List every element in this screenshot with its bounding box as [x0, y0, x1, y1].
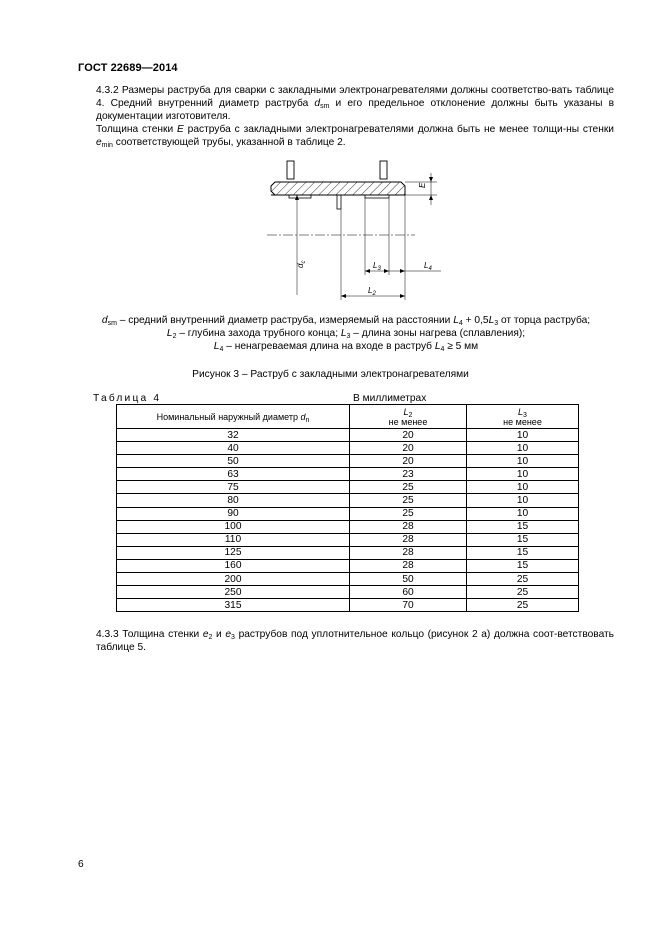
cell-L2: 20 [350, 455, 467, 468]
cell-diameter: 125 [117, 546, 350, 559]
standard-header: ГОСТ 22689—2014 [78, 62, 178, 74]
table-row [117, 573, 579, 586]
table-row [117, 546, 579, 559]
table-row [117, 468, 579, 481]
table-label: Таблица 4 [93, 393, 162, 404]
table-row [117, 520, 579, 533]
cell-L2: 20 [350, 429, 467, 442]
dimensions-table [116, 404, 579, 612]
header-L3: $L_3$ не менее [467, 405, 579, 429]
cell-L3: 10 [467, 468, 579, 481]
figure-caption: Рисунок 3 – Раструб с закладными электронагревателями [192, 369, 469, 380]
figure-legend [78, 314, 614, 353]
cell-diameter: 90 [117, 507, 350, 520]
terminal-left [287, 161, 294, 179]
table-row [117, 533, 579, 546]
label-E: E [418, 182, 427, 188]
cell-L2: 50 [350, 573, 467, 586]
paragraph-4-3-2: 4.3.2 Размеры раструба для сварки с закладными электронагревателями должны соответство-вать таблице 4. Средний внутренний диаметр раструба $d_{sm}$ и его предельное отклонение должны быть указаны в документации изготовителя. [96, 85, 614, 122]
cell-L2: 70 [350, 599, 467, 612]
pipe-stop [337, 195, 341, 209]
table-row [117, 586, 579, 599]
cell-L3: 10 [467, 494, 579, 507]
terminal-right [380, 161, 387, 179]
cell-L2: 20 [350, 442, 467, 455]
table-row [117, 481, 579, 494]
cell-L3: 15 [467, 559, 579, 572]
label-L2: $L_2$ [368, 286, 376, 297]
cell-L3: 25 [467, 599, 579, 612]
cell-diameter: 100 [117, 520, 350, 533]
label-L3: $L_3$ [373, 261, 381, 272]
cell-L3: 15 [467, 533, 579, 546]
table-row [117, 494, 579, 507]
table-row [117, 442, 579, 455]
cell-L3: 10 [467, 455, 579, 468]
cell-L3: 25 [467, 573, 579, 586]
header-nominal-diameter: Номинальный наружный диаметр $d_n$ [117, 405, 350, 429]
table-row [117, 559, 579, 572]
paragraph-wall-thickness: Толщина стенки E раструба с закладными электронагревателями должна быть не менее толщи-ны стенки $e_{min}$ соответствующей трубы, указанной в таблице 2. [96, 124, 614, 149]
cell-L2: 25 [350, 507, 467, 520]
table-row [117, 599, 579, 612]
cell-L2: 28 [350, 520, 467, 533]
cell-diameter: 160 [117, 559, 350, 572]
cell-diameter: 80 [117, 494, 350, 507]
cell-L3: 25 [467, 586, 579, 599]
cell-L3: 10 [467, 507, 579, 520]
cell-diameter: 40 [117, 442, 350, 455]
table-header-row [117, 405, 579, 429]
socket-wall [271, 182, 405, 195]
cell-L3: 10 [467, 481, 579, 494]
cell-L2: 23 [350, 468, 467, 481]
cell-diameter: 110 [117, 533, 350, 546]
cell-diameter: 32 [117, 429, 350, 442]
cell-diameter: 315 [117, 599, 350, 612]
paragraph-4-3-3: 4.3.3 Толщина стенки $e_2$ и $e_3$ раструбов под уплотнительное кольцо (рисунок 2 а) должна соот-ветствовать таблице 5. [96, 629, 614, 653]
cell-L3: 10 [467, 442, 579, 455]
cell-diameter: 50 [117, 455, 350, 468]
table-row [117, 507, 579, 520]
cell-diameter: 75 [117, 481, 350, 494]
cell-L2: 28 [350, 559, 467, 572]
cell-L2: 28 [350, 533, 467, 546]
legend-line-2: $L_2$ – глубина захода трубного конца; $L_3$ – длина зоны нагрева (сплавления); [166, 328, 526, 340]
label-dc: $d_c$ [296, 260, 307, 268]
table-units: В миллиметрах [353, 393, 427, 404]
cell-L2: 25 [350, 481, 467, 494]
table-row [117, 429, 579, 442]
page-number: 6 [78, 859, 84, 870]
label-L4: $L_4$ [424, 261, 432, 272]
cell-diameter: 250 [117, 586, 350, 599]
cell-L2: 60 [350, 586, 467, 599]
legend-line-1: $d_{sm}$ – средний внутренний диаметр раструба, измеряемый на расстоянии $L_4 + 0,5L_3$ от торца раструба; [101, 315, 591, 327]
cell-diameter: 63 [117, 468, 350, 481]
cell-diameter: 200 [117, 573, 350, 586]
legend-line-3: $L_4$ – ненагреваемая длина на входе в раструб $L_4 \ge 5$ мм [213, 341, 479, 353]
cell-L3: 15 [467, 546, 579, 559]
cell-L3: 15 [467, 520, 579, 533]
cell-L3: 10 [467, 429, 579, 442]
socket-drawing [265, 155, 445, 305]
table-row [117, 455, 579, 468]
cell-L2: 28 [350, 546, 467, 559]
cell-L2: 25 [350, 494, 467, 507]
header-L2: $L_2$ не менее [350, 405, 467, 429]
